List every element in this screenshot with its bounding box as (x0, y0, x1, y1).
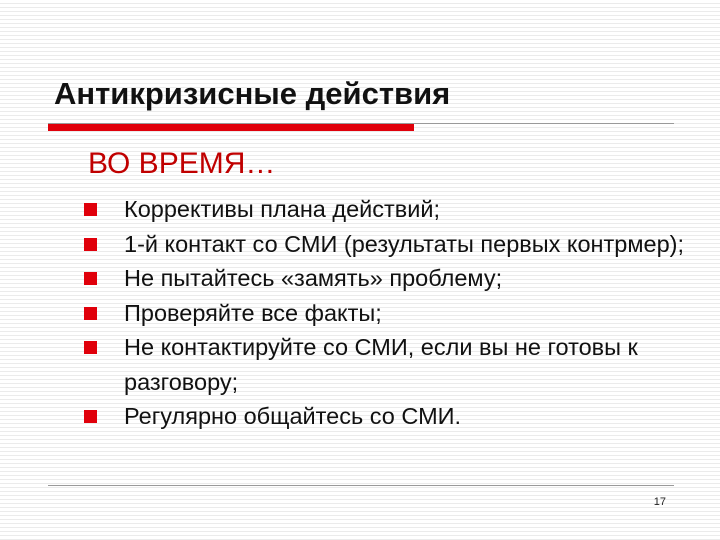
title-accent-bar (48, 124, 414, 131)
bullet-list (84, 192, 684, 434)
red-square-bullet-icon (84, 341, 97, 354)
slide-title: Антикризисные действия (54, 76, 451, 111)
bullet-text: 1-й контакт со СМИ (результаты первых контрмер); (124, 230, 685, 257)
bullet-item (84, 227, 684, 262)
bullet-item (84, 399, 684, 434)
bullet-text: Не контактируйте со СМИ, если вы не готовы к разговору; (124, 334, 638, 395)
bullet-text: Коррективы плана действий; (124, 196, 441, 222)
bullet-text: Проверяйте все факты; (124, 299, 382, 326)
red-square-bullet-icon (84, 238, 97, 251)
bullet-item (84, 261, 684, 296)
red-square-bullet-icon (84, 410, 97, 423)
bullet-text: Не пытайтесь «замять» проблему; (124, 265, 503, 291)
red-square-bullet-icon (84, 307, 97, 320)
bullet-item (84, 296, 684, 331)
bullet-item (84, 192, 684, 227)
red-square-bullet-icon (84, 272, 97, 285)
footer-divider-line (48, 485, 674, 486)
red-square-bullet-icon (84, 203, 97, 216)
page-number: 17 (653, 496, 666, 508)
bullet-item (84, 330, 684, 399)
bullet-text: Регулярно общайтесь со СМИ. (124, 403, 462, 429)
section-subtitle: ВО ВРЕМЯ… (88, 147, 276, 180)
